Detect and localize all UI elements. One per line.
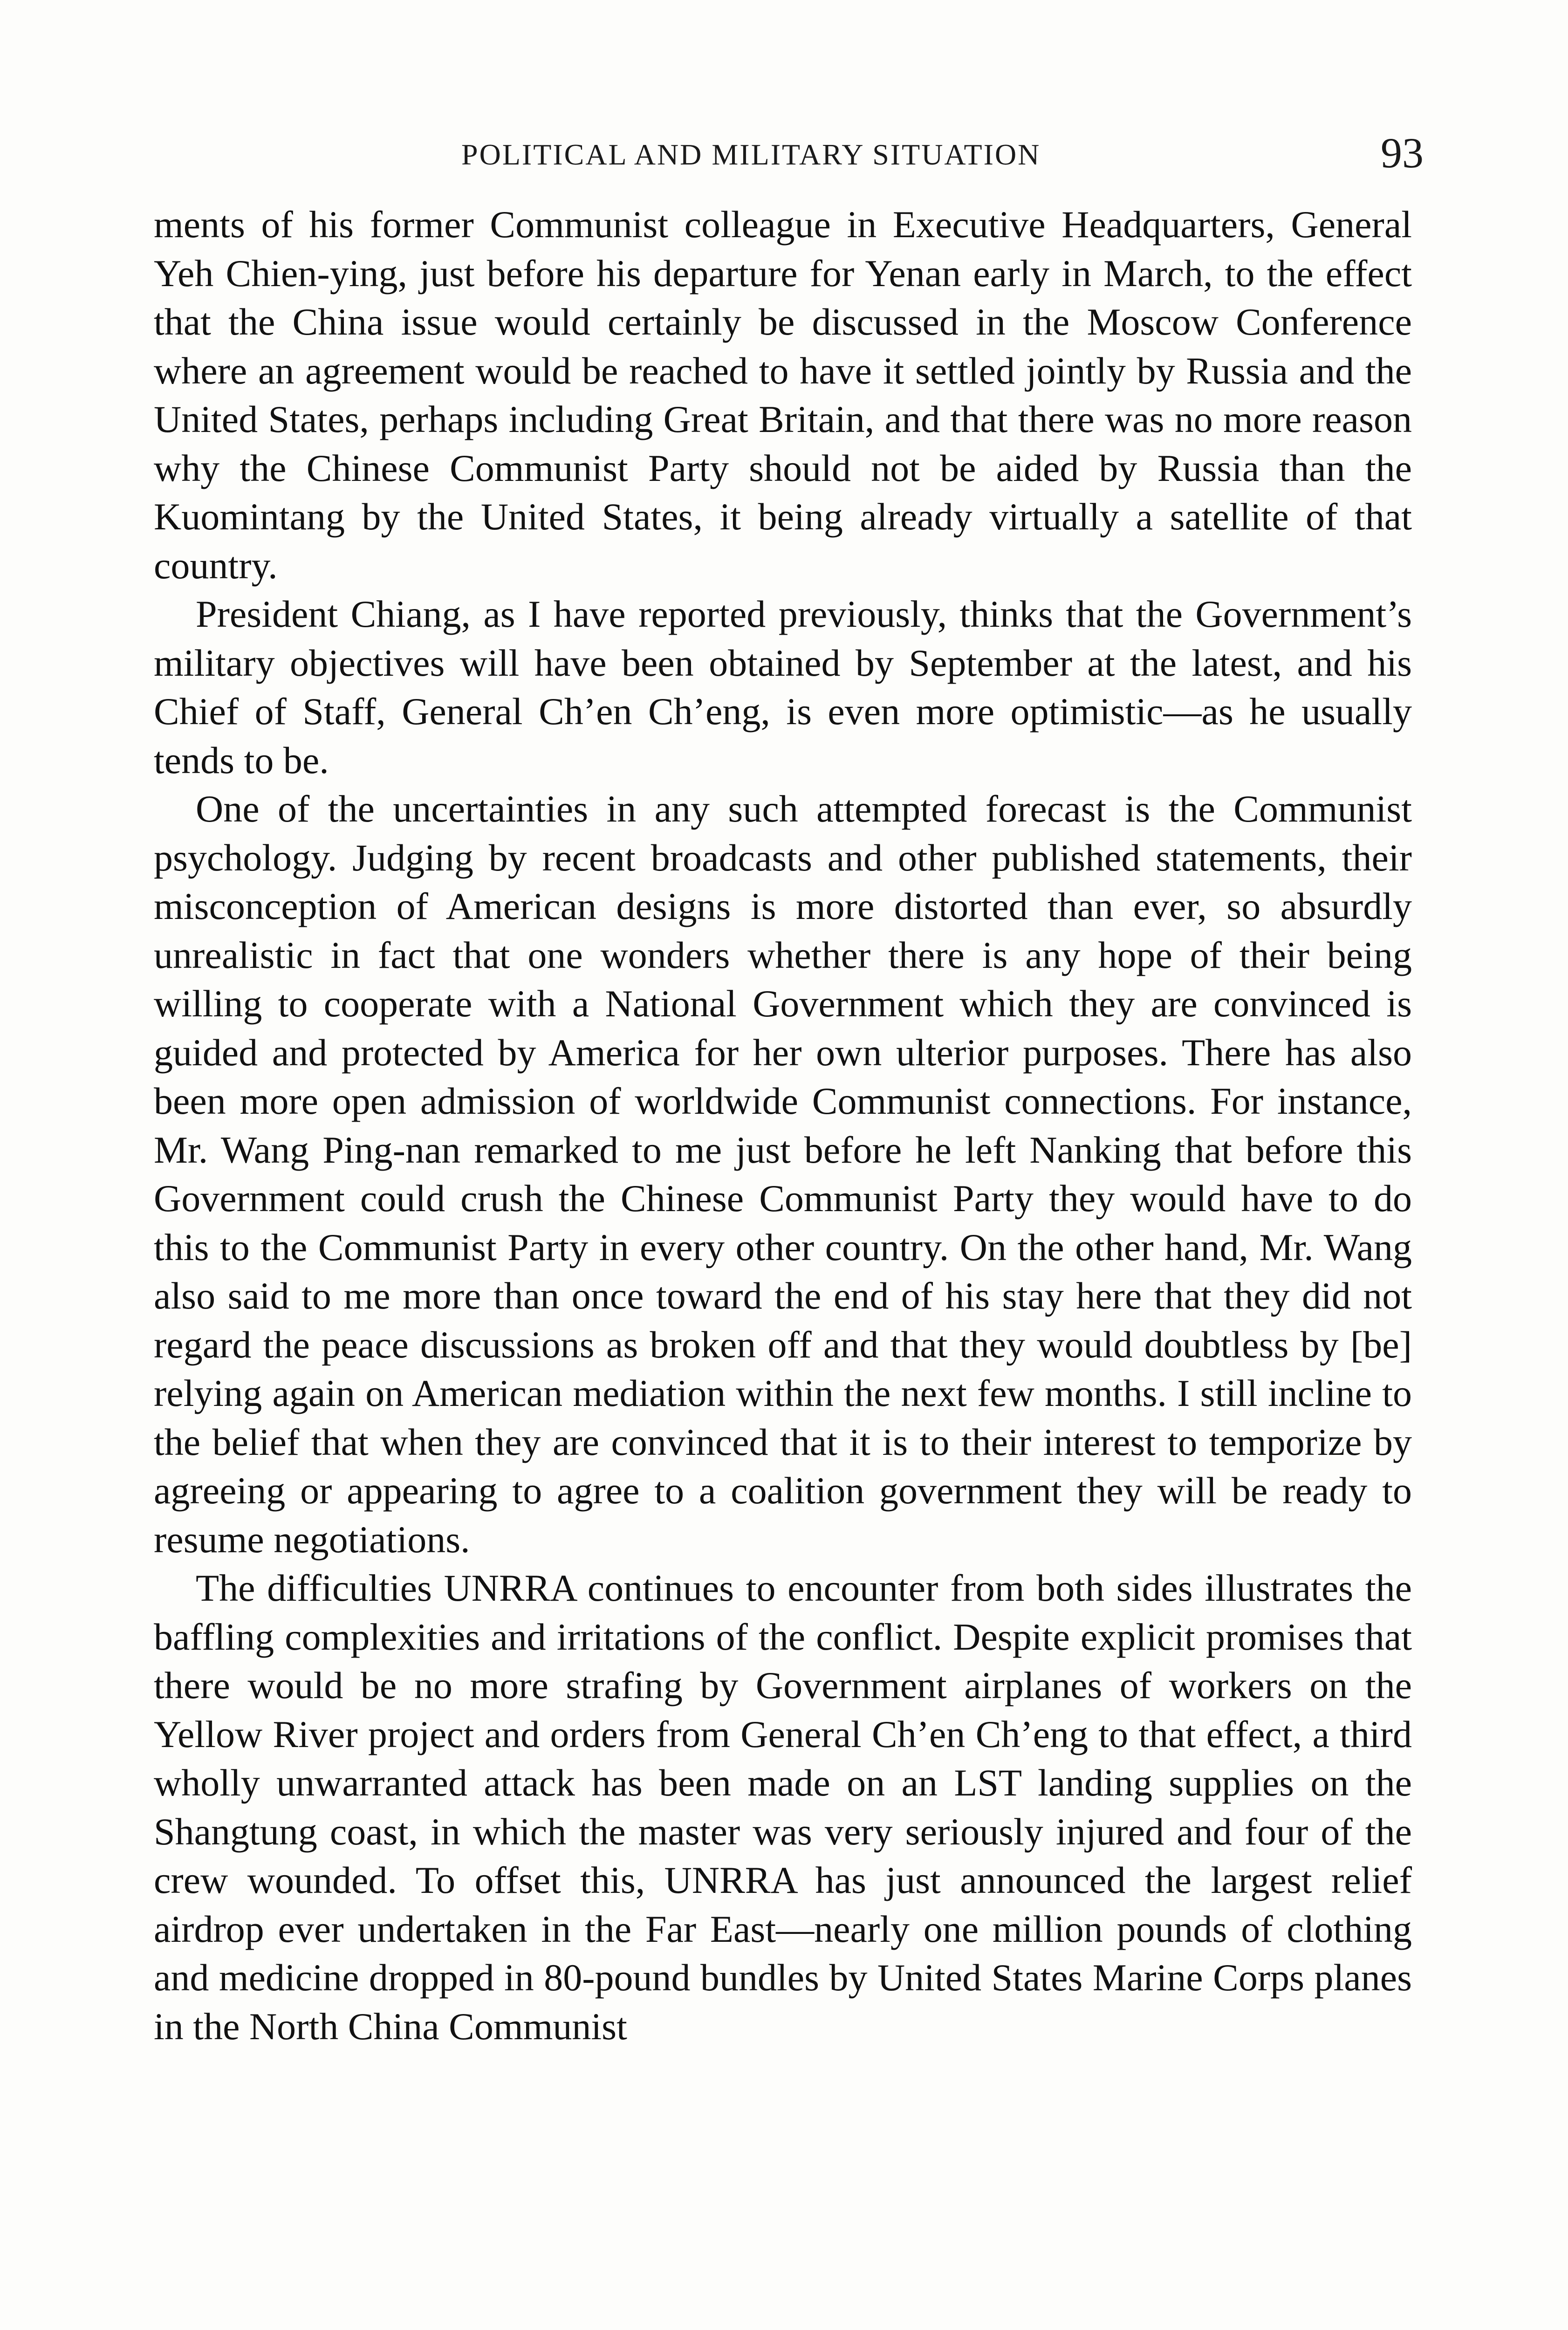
paragraph-chiang-objectives: President Chiang, as I have reported previously, thinks that the Government’s military objectives will have been obtained by September at the latest, and his Chief of Staff, General Ch’en Ch’eng, is even more optimistic—as he usually tends to be.	[154, 593, 1412, 781]
page-header	[154, 128, 1424, 184]
paragraph-continuation: ments of his former Communist colleague in Executive Headquarters, General Yeh Chien-ying, just before his departure for Yenan early in March, to the effect that the China issue would certainly be discussed in the Moscow Conference where an agreement would be reached to have it settled jointly by Russia and the United States, perhaps including Great Britain, and that there was no more reason why the Chinese Communist Party should not be aided by Russia than the Kuomintang by the United States, it being already virtually a satellite of that country.	[154, 203, 1412, 587]
running-title: POLITICAL AND MILITARY SITUATION	[461, 138, 1041, 171]
paragraph-communist-psychology: One of the uncertainties in any such attempted forecast is the Communist psychology. Judging by recent broadcasts and other published statements, their misconception of American designs is more distorted than ever, so absurdly unrealistic in fact that one wonders whether there is any hope of their being willing to cooperate with a National Government which they are convinced is guided and protected by America for her own ulterior purposes. There has also been more open admission of worldwide Communist connections. For instance, Mr. Wang Ping-nan remarked to me just before he left Nanking that before this Government could crush the Chinese Communist Party they would have to do this to the Communist Party in every other country. On the other hand, Mr. Wang also said to me more than once toward the end of his stay here that they did not regard the peace discussions as broken off and that they would doubtless by [be] relying again on American mediation within the next few months. I still incline to the belief that when they are convinced that it is to their interest to temporize by agreeing or appearing to agree to a coalition government they will be ready to resume negotiations.	[154, 788, 1412, 1561]
body-text	[154, 200, 1412, 2051]
paragraph-unrra-difficulties: The difficulties UNRRA continues to encounter from both sides illustrates the baffling complexities and irritations of the conflict. Despite explicit promises that there would be no more strafing by Government airplanes of workers on the Yellow River project and orders from General Ch’en Ch’eng to that effect, a third wholly unwarranted attack has been made on an LST landing supplies on the Shangtung coast, in which the master was very seriously injured and four of the crew wounded. To offset this, UNRRA has just announced the largest relief airdrop ever undertaken in the Far East—nearly one million pounds of clothing and medicine dropped in 80-pound bundles by United States Marine Corps planes in the North China Communist	[154, 1567, 1412, 2048]
page-number: 93	[1381, 129, 1424, 177]
